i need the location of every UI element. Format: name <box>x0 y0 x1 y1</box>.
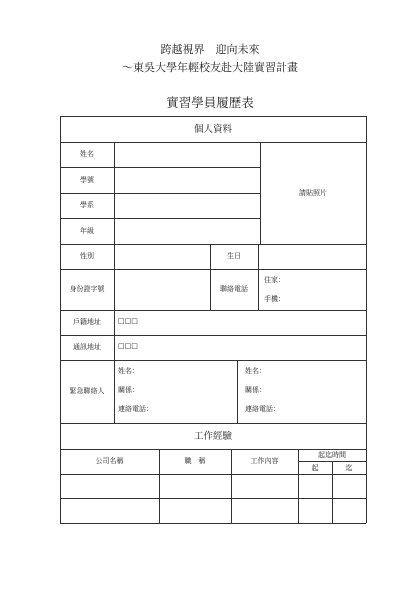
work-row[interactable] <box>60 474 366 498</box>
ec2-relation-label: 關係： <box>245 386 266 394</box>
student-id-label: 學號 <box>80 176 94 184</box>
period-start-header: 起 <box>311 464 319 472</box>
photo-placeholder[interactable]: 請貼照片 <box>299 189 327 197</box>
company-header: 公司名稱 <box>95 457 124 465</box>
ec2-phone-label: 連絡電話： <box>245 405 280 413</box>
grade-label: 年級 <box>80 227 94 235</box>
position-header: 職 稱 <box>184 457 206 465</box>
birthday-field[interactable] <box>260 246 364 268</box>
slogan-title: 跨越視界 迎向未來 <box>160 43 260 56</box>
emergency-contact-label: 緊急聯絡人 <box>69 387 105 395</box>
gender-label: 性別 <box>80 252 94 260</box>
work-row[interactable] <box>60 498 366 523</box>
duties-header: 工作內容 <box>250 457 279 465</box>
grade-field[interactable] <box>116 220 258 242</box>
period-header: 起迄時間 <box>318 451 346 459</box>
mailing-address-postcode[interactable]: □□□ <box>118 342 138 350</box>
registered-address-postcode[interactable]: □□□ <box>118 317 138 325</box>
ec1-phone-label: 連絡電話： <box>118 405 153 413</box>
ec1-name-label: 姓名： <box>118 367 139 375</box>
registered-address-label: 戶籍地址 <box>73 318 101 326</box>
student-id-field[interactable] <box>116 169 258 191</box>
phone-label: 聯絡電話 <box>220 285 248 293</box>
department-label: 學系 <box>80 201 94 209</box>
home-phone-label: 住家： <box>264 276 285 284</box>
name-label: 姓名 <box>80 150 94 158</box>
name-field[interactable] <box>116 144 258 166</box>
program-title: ～東吳大學年輕校友赴大陸實習計畫 <box>122 61 298 74</box>
gender-field[interactable] <box>116 246 208 268</box>
birthday-label: 生日 <box>227 252 241 260</box>
work-section-title: 工作經驗 <box>193 431 232 442</box>
form-title: 實習學員履歷表 <box>166 95 254 110</box>
mailing-address-label: 通訊地址 <box>73 343 101 351</box>
id-number-label: 身份證字號 <box>69 285 105 293</box>
ec2-name-label: 姓名： <box>245 367 266 375</box>
department-field[interactable] <box>116 195 258 217</box>
period-end-header: 迄 <box>345 464 353 472</box>
id-number-field[interactable] <box>116 271 208 308</box>
personal-section-title: 個人資料 <box>193 124 232 135</box>
mobile-phone-label: 手機： <box>264 295 285 303</box>
ec1-relation-label: 關係： <box>118 386 139 394</box>
